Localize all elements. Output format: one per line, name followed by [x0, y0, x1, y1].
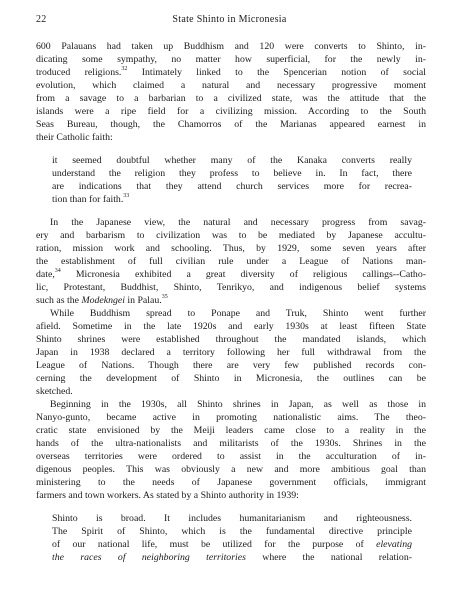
text-run: where the national relation- [245, 552, 412, 563]
text-line [52, 193, 412, 206]
text-run: tion than for faith. [52, 194, 124, 205]
text-line: farmers and town workers. As stated by a Shinto authority in 1939: [36, 490, 299, 501]
text-line: islands were a ripe field for a civilizing mission. According to the South [36, 106, 426, 117]
text-line: Japan in 1938 declared a territory following her full withdrawal from the [36, 347, 426, 358]
text-line [36, 66, 426, 79]
text-line: understand the religion they profess to believe in. In fact, there [52, 168, 412, 179]
running-header [30, 14, 429, 28]
text-line: Nanyo-gunto, became active in promoting nationalistic aims. The theo- [36, 412, 426, 423]
text-line: from a savage to a barbarian to a civilized state, was the attitude that the [36, 93, 426, 104]
text-line: Shinto shrines were established throughout the mandated islands, which [36, 334, 426, 345]
italic-phrase: elevating [376, 539, 412, 550]
text-line [52, 551, 412, 564]
paragraph [36, 216, 426, 307]
text-line: are indications that they attend church services more for recrea- [52, 181, 412, 192]
text-run: Micronesia exhibited a great diversity of religious callings--Catho- [60, 269, 426, 280]
text-line: ration, mission work and schooling. Thus, by 1929, some seven years after [36, 243, 426, 254]
italic-term: Modekngei [81, 295, 125, 306]
block-quote [52, 512, 412, 564]
paragraph [36, 40, 426, 144]
text-line: Beginning in the 1930s, all Shinto shrines in Japan, as well as those in [50, 399, 426, 410]
text-line: cerning the development of Shinto in Micronesia, the outlines can be [36, 373, 426, 384]
text-line: hands of the ultra-nationalists and militarists of the 1930s. Shrines in the [36, 438, 426, 449]
text-line: While Buddhism spread to Ponape and Truk, Shinto went further [50, 308, 426, 319]
footnote-ref: 35 [161, 294, 168, 300]
paragraph [36, 398, 426, 502]
running-title: State Shinto in Micronesia [172, 14, 287, 25]
footnote-ref: 33 [123, 193, 130, 199]
footnote-ref: 34 [54, 268, 61, 274]
text-line: cratic state envisioned by the Meiji leaders came close to a reality in the [36, 425, 426, 436]
page-number: 22 [36, 14, 47, 25]
text-line: dicating some sympathy, no matter how superficial, for the newly in- [36, 54, 426, 65]
text-line: evolution, which claimed a natural and necessary progressive moment [36, 80, 426, 91]
body-text [36, 40, 426, 564]
text-run: Intimately linked to the Spencerian notion of social [127, 67, 426, 78]
text-line: Seas Bureau, though, the Chamorros of the Marianas appeared earnest in [36, 119, 426, 130]
text-run: of our national life, must be utilized for the purpose of [52, 539, 377, 550]
block-quote [52, 154, 412, 206]
text-run: in Palau. [124, 295, 162, 306]
text-run: such as the [36, 295, 82, 306]
text-line: ministering to the needs of Japanese government officials, immigrant [36, 477, 426, 488]
text-line: it seemed doubtful whether many of the Kanaka converts really [52, 155, 412, 166]
text-run: date, [36, 269, 55, 280]
text-line: ery and barbarism to civilization was to be mediated by Japanese accultu- [36, 230, 426, 241]
italic-phrase: the races of neighboring territories [52, 552, 246, 563]
paragraph [36, 307, 426, 398]
text-line: In the Japanese view, the natural and necessary progress from savag- [50, 217, 426, 228]
text-line: Shinto is broad. It includes humanitarianism and righteousness. [52, 513, 412, 524]
text-line [36, 294, 426, 307]
text-line: The Spirit of Shinto, which is the fundamental directive principle [52, 526, 412, 537]
text-line [36, 268, 426, 281]
text-line: their Catholic faith: [36, 132, 113, 143]
text-line: League of Nations. Though there are very few published records con- [36, 360, 426, 371]
text-run: troduced religions. [36, 67, 122, 78]
text-line [52, 538, 412, 551]
text-line: overseas territories were ordered to assist in the acculturation of in- [36, 451, 426, 462]
text-line: lic, Protestant, Buddhist, Shinto, Tenrikyo, and indigenous belief systems [36, 282, 426, 293]
text-line: the establishment of full civilian rule under a League of Nations man- [36, 256, 426, 267]
text-line: digenous peoples. This was obviously a new and more ambitious goal than [36, 464, 426, 475]
footnote-ref: 32 [121, 66, 128, 72]
text-line: sketched. [36, 386, 73, 397]
text-line: 600 Palauans had taken up Buddhism and 120 were converts to Shinto, in- [36, 41, 426, 52]
text-line: afield. Sometime in the late 1920s and early 1930s at least fifteen State [36, 321, 426, 332]
